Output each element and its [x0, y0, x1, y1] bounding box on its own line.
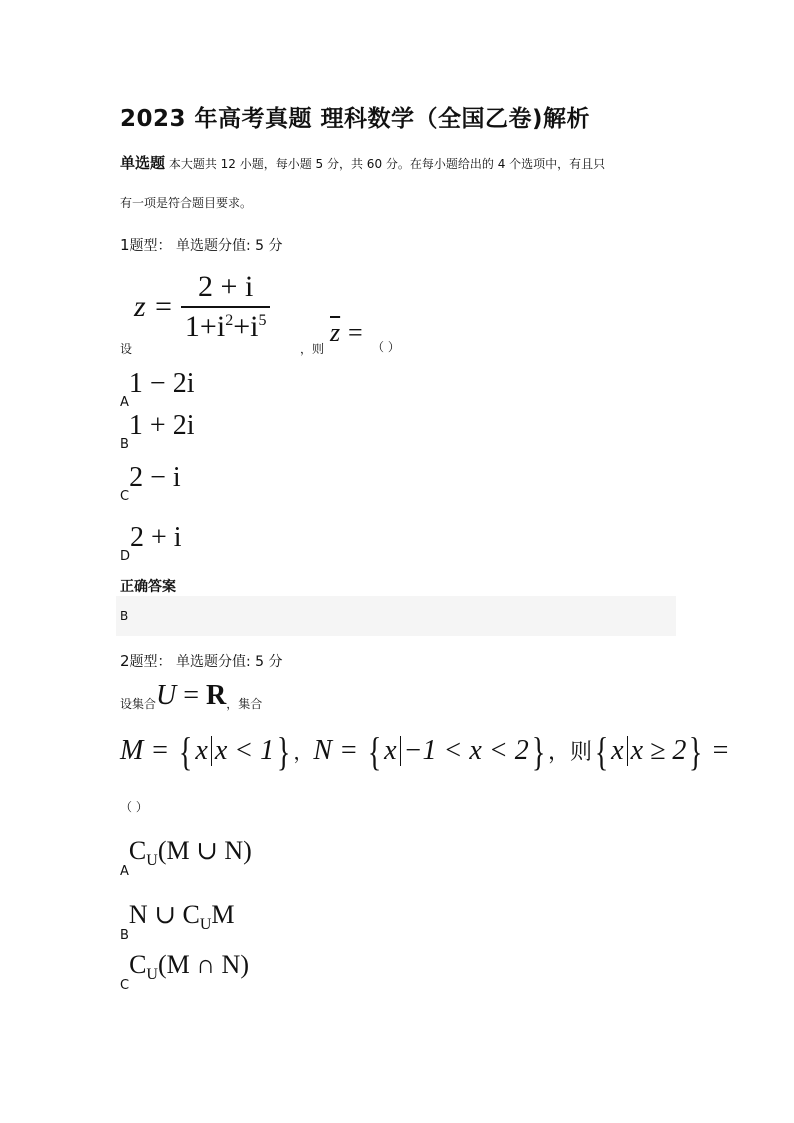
- U-equals: =: [176, 680, 207, 711]
- option-d[interactable]: [120, 522, 182, 564]
- question-1-formula: [134, 270, 270, 344]
- Q-var: x: [611, 735, 624, 766]
- q2-option-a[interactable]: [120, 836, 252, 879]
- q2-option-b[interactable]: [120, 900, 235, 943]
- q2-option-a-rest: (M ∪ N): [157, 836, 252, 865]
- option-a-letter: A: [120, 395, 129, 410]
- option-c[interactable]: [120, 462, 181, 504]
- fraction: [181, 270, 271, 344]
- q2-option-c-main: C: [129, 950, 147, 979]
- fraction-numerator: 2 + i: [198, 270, 254, 303]
- exponent-2: 2: [225, 312, 234, 329]
- answer-label: 正确答案: [120, 579, 176, 595]
- den-part-a: 1+i: [184, 310, 226, 343]
- Q-cond: x ≥ 2: [630, 735, 687, 766]
- set-suffix: ，集合: [226, 697, 263, 711]
- M-lhs: M =: [120, 735, 177, 766]
- question-2-then: ，则: [547, 740, 592, 765]
- sep1: ，: [293, 742, 314, 764]
- question-1-prefix: 设: [120, 342, 133, 356]
- q2-option-c-expr: [129, 950, 249, 984]
- z-label: z =: [134, 290, 174, 323]
- set-prefix: 设集合: [120, 697, 157, 711]
- answer-value: B: [120, 609, 129, 623]
- document-title: 2023 年高考真题 理科数学（全国乙卷)解析: [120, 106, 591, 132]
- section-heading: 单选题: [120, 154, 166, 172]
- q2-option-a-sub: U: [146, 852, 158, 870]
- question-1-number: 1: [120, 236, 130, 254]
- z-conjugate: $\overline{z}$: [330, 318, 341, 347]
- question-2-line1: [120, 680, 262, 712]
- option-a-expr: 1 − 2i: [128, 368, 195, 399]
- option-c-letter: C: [120, 489, 130, 504]
- U-symbol: U: [156, 680, 177, 711]
- q2-option-a-expr: [128, 836, 252, 870]
- answer-box: [116, 596, 676, 636]
- option-b[interactable]: [120, 410, 195, 452]
- option-d-expr: 2 + i: [130, 522, 182, 553]
- fraction-denominator: [181, 310, 271, 344]
- N-cond: −1 < x < 2: [403, 735, 529, 766]
- q2-option-b-main: N ∪ C: [128, 900, 200, 929]
- option-c-expr: 2 − i: [129, 462, 181, 493]
- question-1-then: ，则: [300, 342, 325, 356]
- question-2-sets: M = { x x < 1} ，N = { x −1 < x < 2} ，则{ x x ≥ 2} =: [120, 729, 729, 774]
- Q-equals: =: [705, 735, 729, 766]
- q2-option-b-sub: U: [199, 916, 212, 934]
- option-b-letter: B: [120, 437, 129, 452]
- question-2-type-score: 题型： 单选题分值: 5 分: [129, 654, 283, 670]
- q2-option-c-letter: C: [120, 978, 130, 993]
- q2-option-c-sub: U: [146, 966, 158, 984]
- N-lhs: N =: [313, 735, 365, 766]
- q2-option-a-main: C: [128, 836, 147, 865]
- q2-option-c-rest: (M ∩ N): [157, 950, 249, 979]
- z-conjugate-equals: =: [348, 318, 363, 347]
- section-intro-line1: 本大题共 12 小题，每小题 5 分，共 60 分。在每小题给出的 4 个选项中，有且只: [165, 157, 606, 171]
- R-symbol: R: [206, 680, 227, 711]
- question-1-type-score: 题型： 单选题分值: 5 分: [129, 238, 283, 254]
- exponent-5: 5: [258, 312, 267, 329]
- section-intro: [120, 152, 605, 173]
- N-var: x: [384, 735, 397, 766]
- q2-option-a-letter: A: [120, 864, 129, 879]
- option-d-letter: D: [120, 549, 131, 564]
- den-part-b: +i: [233, 310, 259, 343]
- q2-option-b-letter: B: [120, 928, 129, 943]
- q2-option-c[interactable]: [120, 950, 249, 993]
- q2-option-b-expr: [128, 900, 235, 934]
- question-2-header: [120, 651, 283, 671]
- M-var: x: [195, 735, 208, 766]
- option-a[interactable]: [120, 368, 194, 410]
- question-1-blank: （ ）: [372, 340, 400, 354]
- question-2-blank: （ ）: [120, 800, 148, 814]
- M-cond: x < 1: [214, 735, 275, 766]
- q2-option-b-rest: M: [211, 900, 235, 929]
- option-b-expr: 1 + 2i: [128, 410, 195, 441]
- section-intro-line2: 有一项是符合题目要求。: [120, 196, 253, 210]
- question-2-number: 2: [120, 652, 130, 670]
- question-1-header: [120, 235, 283, 255]
